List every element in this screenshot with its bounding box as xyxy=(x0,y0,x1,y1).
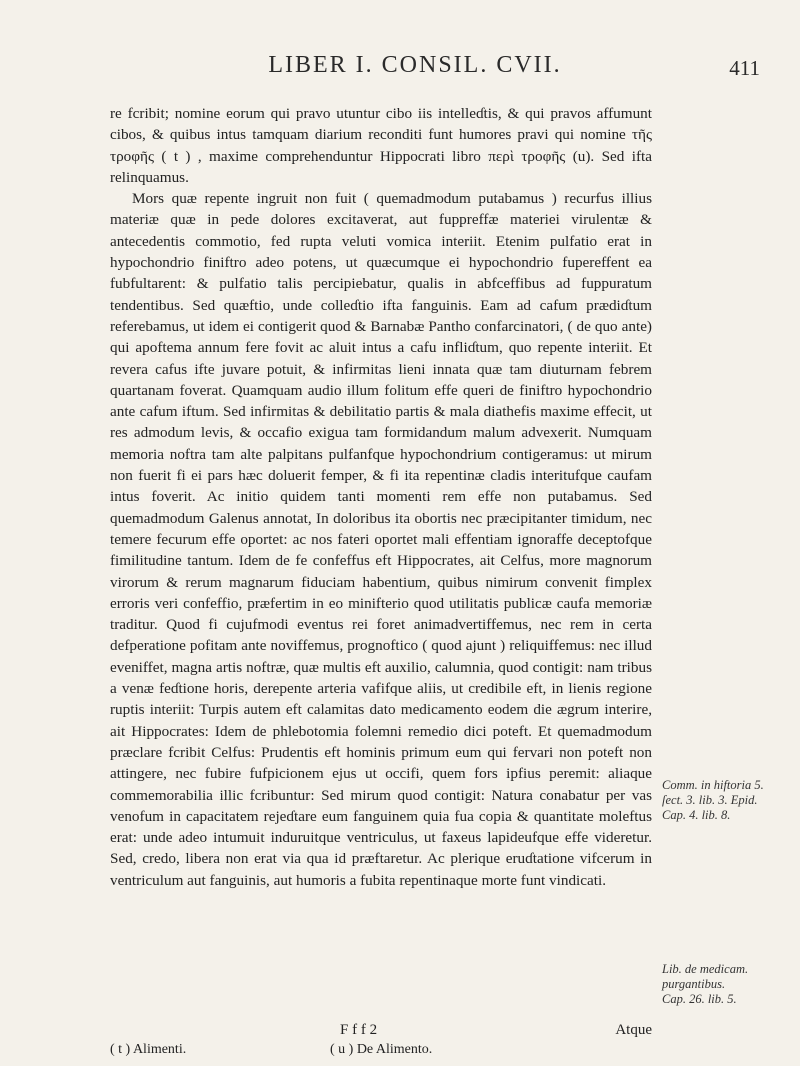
margin-notes xyxy=(662,0,767,1066)
page-header xyxy=(70,52,760,92)
paragraph-1: re fcribit; nomine eorum qui pravo utuntur cibo iis intelleɗtis, & qui pravos affumunt cibos, & quibus intus tamquam diarium reconditi funt humores pravi qui nomine τῆς τροφῆς ( t ) , maxime comprehenduntur Hippocrati libro περὶ τροφῆς (u). Sed ifta relinquamus. xyxy=(110,105,652,186)
margin-note-medicam-ref: Lib. de medicam. purgantibus. xyxy=(662,962,749,991)
signature-mark: F f f 2 xyxy=(340,1022,378,1038)
footnotes xyxy=(110,1042,652,1062)
catchword: Atque xyxy=(615,1022,652,1038)
margin-note-medicam xyxy=(662,962,767,1007)
page-number: 411 xyxy=(729,56,760,80)
margin-note-celsus-ref-2: Cap. 26. lib. 5. xyxy=(662,992,737,1006)
margin-note-galen xyxy=(662,778,767,823)
signature-line xyxy=(110,1022,652,1042)
footnote-t: ( t ) Alimenti. xyxy=(110,1042,187,1057)
footnote-u: ( u ) De Alimento. xyxy=(330,1042,433,1057)
paragraph-2: Mors quæ repente ingruit non fuit ( quemadmodum putabamus ) recurfus illius materiæ quæ in pede dolores excitaverat, aut fuppreffæ materiei virulentæ & antecedentis commotio, fed rupta veluti vomica interiit. Etenim pulfatio erat in hypochondrio finiftro adeo potens, ut quæcumque ei hypochondrio fupereffent ea fubfultarent: & pulfatio talis percipiebatur, qualis in abfceffibus ad fuppuratum tendentibus. Sed quæftio, unde colleɗtio ifta fanguinis. Eam ad cafum prædiɗtum referebamus, ut idem ei contigerit quod & Barnabæ Pantho confarcinatori, ( de quo ante) qui apoftema annum fere fovit ac aluit intus a cafu infliɗtum, quo repente interiit. Et revera cafus ifte juvare potuit, & infirmitas lieni innata quæ tam diuturnam febrem quartanam foverat. Quamquam audio illum folitum effe queri de finiftro hypochondrio ante cafum iftum. Sed infirmitas & debilitatio partis & mala diathefis maxime effecit, ut res admodum levis, & occafio exigua tam formidandum malum advexerit. Numquam memoria noftra tam alte palpitans pulfanfque hypochondrium contigeramus: ut mirum non fuerit fi ei pars hæc doluerit femper, & fi ita repentinæ cladis interitufque caufam intus foverit. Ac initio quidem tanti momenti rem effe non putabamus. Sed quemadmodum Galenus annotat, In doloribus ita obortis nec præcipitanter timidum, nec temere fecurum effe oportet: ac nos fateri oportet mali effentiam ignoraffe deceptofque fimilitudine tantum. Idem de fe confeffus eft Hippocrates, ait Celfus, more magnorum virorum & rerum magnarum fiduciam habentium, quibus nimirum convenit fimplex erroris veri confeffio, præfertim in eo minifterio quod utilitatis publicæ caufa memoriæ traditur. Quod fi cujufmodi eventus rei foret animadvertiffemus, nec rem in certa defperatione pofitam ante noviffemus, prognoftico ( quod ajunt ) reliquiffemus: nec illud eveniffet, magna artis noftræ, quæ multis eft auxilio, calumnia, quod contigit: nam tribus a venæ feɗtione horis, derepente arteria vafifque aliis, ut credibile eft, in lienis regione ruptis interiit: Turpis autem eft calamitas dato medicamento eodem die ægrum interire, ait Hippocrates: Idem de phlebotomia folemni remedio dici poteft. Et quemadmodum præclare fcribit Celfus: Prudentis eft hominis primum eum qui fervari non poteft non attingere, nec fubire fufpicionem ejus ut occifi, quem fors ipfius peremit: aliaque commemorabilia illic fcribuntur: Sed mirum quod contigit: Natura conabatur per vas venofum in capacitatem rejeɗtare eum fanguinem quia fua copia & quantitate moleftus erat: unde adeo intumuit induruitque ventriculus, ut faxeus lapideufque effe videretur. Sed, credo, libera non erat via qua id præftaretur. Ac plerique eruɗtatione vifcerum in ventriculum aut fanguinis, aut humoris a fubita repentinaque morte funt vindicati. xyxy=(110,190,652,889)
running-head: LIBER I. CONSIL. CVII. xyxy=(268,52,562,78)
margin-note-galen-ref: Comm. in hiftoria 5. ſect. 3. lib. 3. Epid. xyxy=(662,778,764,807)
margin-note-celsus-ref: Cap. 4. lib. 8. xyxy=(662,808,731,822)
main-text xyxy=(110,103,652,891)
